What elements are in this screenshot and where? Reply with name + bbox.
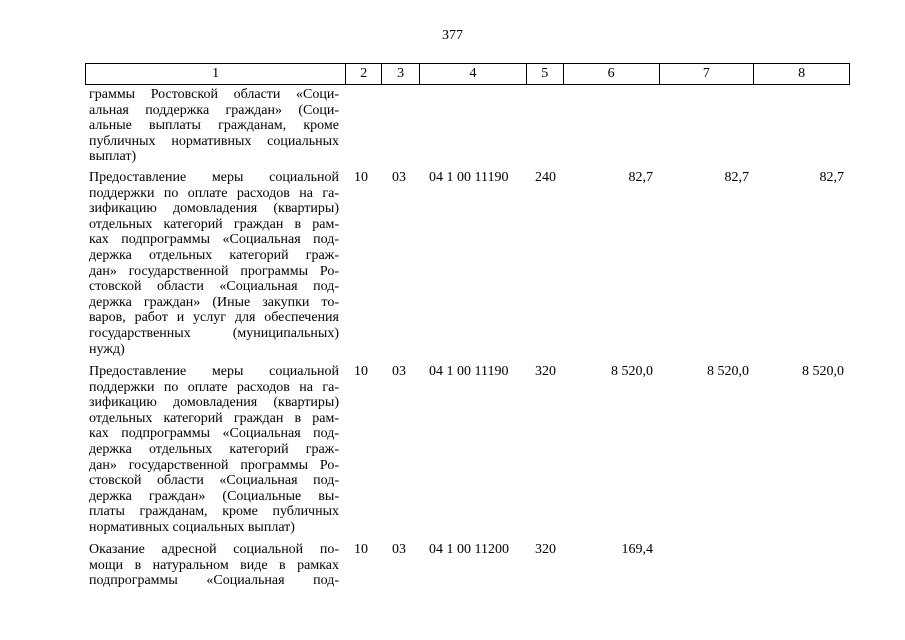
- amount-col-6: 82,7: [628, 170, 653, 185]
- amount-col-6: 169,4: [621, 542, 653, 557]
- description-line: Оказание адресной социальной по-: [89, 542, 339, 557]
- subsection-code: 03: [392, 542, 406, 557]
- description-line: держка граждан» (Социальные вы-: [89, 488, 339, 504]
- description-line: государственных (муниципальных): [89, 325, 339, 341]
- table-header: [85, 63, 850, 85]
- description-line: альная поддержка граждан» (Соци-: [89, 102, 339, 118]
- amount-col-7: 82,7: [724, 170, 749, 185]
- header-col-1: 1: [212, 66, 220, 81]
- description-line: Предоставление меры социальной: [89, 364, 339, 379]
- description-line: дан» государственной программы Ро-: [89, 263, 339, 279]
- description-line: граммы Ростовской области «Соци-: [89, 87, 339, 102]
- subsection-code: 03: [392, 364, 406, 379]
- description-line: Предоставление меры социальной: [89, 170, 339, 185]
- description-line: мощи в натуральном виде в рамках: [89, 557, 339, 573]
- target-article-code: 04 1 00 11190: [429, 364, 509, 379]
- description-line: нормативных социальных выплат): [89, 519, 295, 535]
- header-col-4: 4: [419, 64, 526, 84]
- description-line: держка граждан» (Иные закупки то-: [89, 294, 339, 310]
- description-line: поддержки по оплате расходов на га-: [89, 379, 339, 395]
- amount-col-6: 8 520,0: [611, 364, 653, 379]
- amount-col-8: 8 520,0: [802, 364, 844, 379]
- header-col-6: 6: [563, 64, 659, 84]
- description-line: варов, работ и услуг для обеспечения: [89, 310, 339, 326]
- description-line: подпрограммы «Социальная под-: [89, 573, 339, 589]
- header-col-8: 8: [753, 64, 849, 84]
- description-line: зификацию домовладения (квартиры): [89, 395, 339, 411]
- description-line: ках подпрограммы «Социальная под-: [89, 426, 339, 442]
- expense-type-code: 240: [535, 170, 556, 185]
- row-description: [89, 87, 339, 165]
- description-line: публичных нормативных социальных: [89, 133, 339, 149]
- target-article-code: 04 1 00 11200: [429, 542, 509, 557]
- row-description: [89, 364, 339, 536]
- header-col-2: 2: [345, 64, 381, 84]
- section-code: 10: [354, 170, 368, 185]
- description-line: нужд): [89, 341, 125, 357]
- description-line: отдельных категорий граждан в рам-: [89, 410, 339, 426]
- section-code: 10: [354, 542, 368, 557]
- description-line: ках подпрограммы «Социальная под-: [89, 232, 339, 248]
- target-article-code: 04 1 00 11190: [429, 170, 509, 185]
- description-line: держка отдельных категорий граж-: [89, 247, 339, 263]
- header-col-5: 5: [526, 64, 563, 84]
- header-col-3: 3: [381, 64, 419, 84]
- description-line: дан» государственной программы Ро-: [89, 457, 339, 473]
- description-line: поддержки по оплате расходов на га-: [89, 185, 339, 201]
- amount-col-7: 8 520,0: [707, 364, 749, 379]
- description-line: платы гражданам, кроме публичных: [89, 504, 339, 520]
- header-col-7: 7: [659, 64, 754, 84]
- description-line: выплат): [89, 149, 137, 165]
- description-line: держка отдельных категорий граж-: [89, 441, 339, 457]
- expense-type-code: 320: [535, 364, 556, 379]
- amount-col-8: 82,7: [819, 170, 844, 185]
- description-line: стовской области «Социальная под-: [89, 473, 339, 489]
- subsection-code: 03: [392, 170, 406, 185]
- description-line: альные выплаты гражданам, кроме: [89, 118, 339, 134]
- row-description: [89, 542, 339, 589]
- description-line: зификацию домовладения (квартиры): [89, 201, 339, 217]
- description-line: отдельных категорий граждан в рам-: [89, 216, 339, 232]
- description-line: стовской области «Социальная под-: [89, 279, 339, 295]
- section-code: 10: [354, 364, 368, 379]
- row-description: [89, 170, 339, 357]
- page-number: 377: [442, 28, 463, 43]
- expense-type-code: 320: [535, 542, 556, 557]
